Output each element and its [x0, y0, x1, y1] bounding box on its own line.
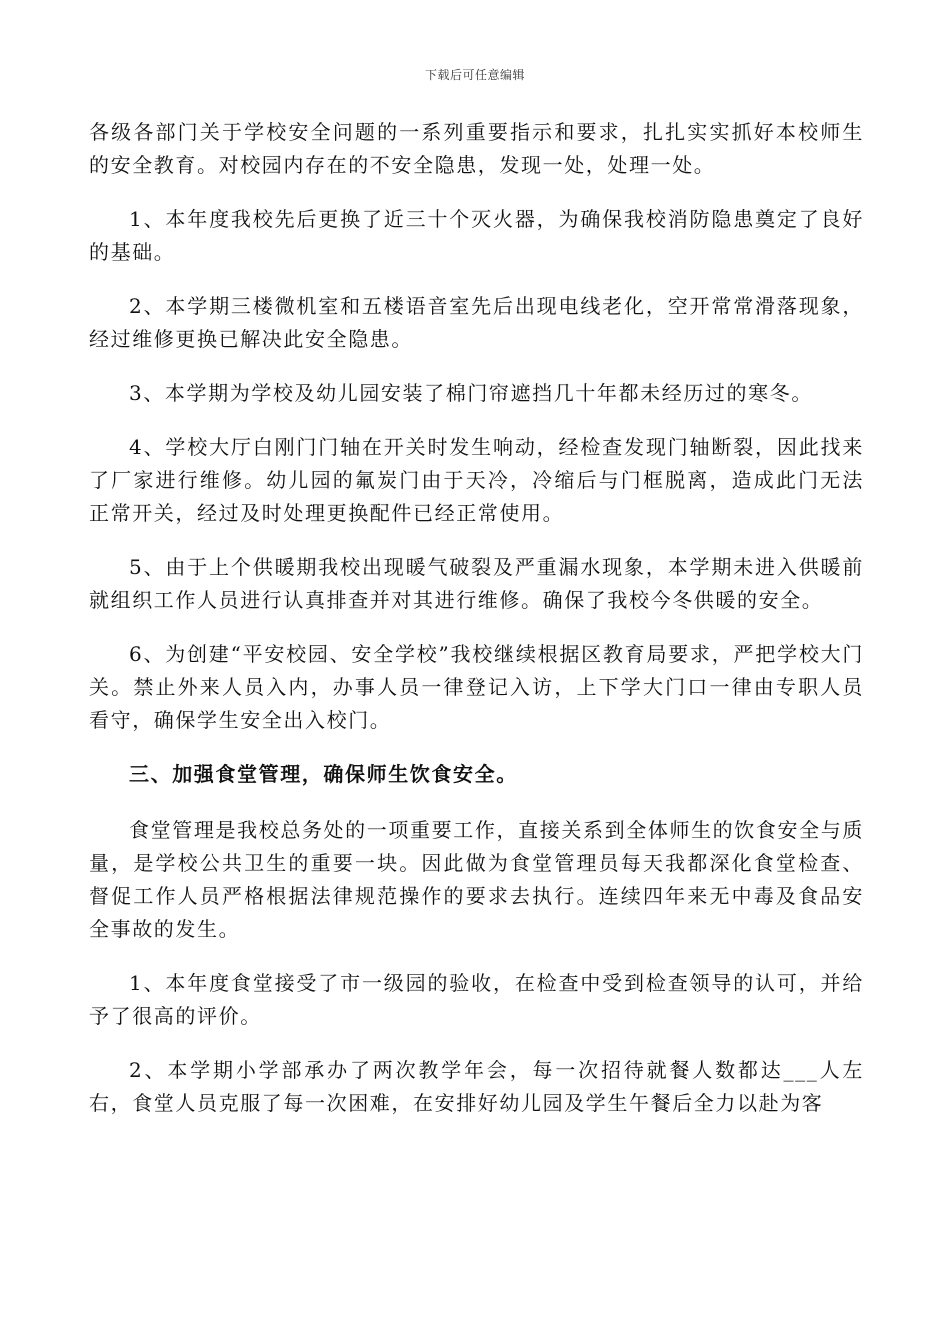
- paragraph-item-2: 2、本学期三楼微机室和五楼语音室先后出现电线老化，空开常常滑落现象，经过维修更换已解决此安全隐患。: [89, 294, 864, 351]
- document-body: [89, 116, 864, 1141]
- paragraph-canteen-item-1: 1、本年度食堂接受了市一级园的验收，在检查中受到检查领导的认可，并给予了很高的评价。: [89, 971, 864, 1028]
- paragraph-item-4: 4、学校大厅白刚门门轴在开关时发生响动，经检查发现门轴断裂，因此找来了厂家进行维修。幼儿园的氟炭门由于天冷，冷缩后与门框脱离，造成此门无法正常开关，经过及时处理更换配件已经正常使用。: [89, 435, 864, 525]
- paragraph-item-3: 3、本学期为学校及幼儿园安装了棉门帘遮挡几十年都未经历过的寒冬。: [129, 381, 813, 405]
- paragraph-canteen-item-2: 2、本学期小学部承办了两次教学年会，每一次招待就餐人数都达___人左右，食堂人员克服了每一次困难，在安排好幼儿园及学生午餐后全力以赴为客: [89, 1058, 864, 1115]
- page-header: 下载后可任意编辑: [424, 68, 525, 82]
- paragraph-item-5: 5、由于上个供暖期我校出现暖气破裂及严重漏水现象，本学期未进入供暖前就组织工作人员进行认真排查并对其进行维修。确保了我校今冬供暖的安全。: [89, 555, 864, 612]
- paragraph-item-6: 6、为创建“平安校园、安全学校”我校继续根据区教育局要求，严把学校大门关。禁止外来人员入内，办事人员一律登记入访，上下学大门口一律由专职人员看守，确保学生安全出入校门。: [89, 642, 864, 732]
- section-heading: 三、加强食堂管理，确保师生饮食安全。: [129, 762, 518, 786]
- paragraph-item-1: 1、本年度我校先后更换了近三十个灭火器，为确保我校消防隐患奠定了良好的基础。: [89, 207, 864, 264]
- paragraph-canteen-intro: 食堂管理是我校总务处的一项重要工作，直接关系到全体师生的饮食安全与质量，是学校公共卫生的重要一块。因此做为食堂管理员每天我都深化食堂检查、督促工作人员严格根据法律规范操作的要求去执行。连续四年来无中毒及食品安全事故的发生。: [89, 818, 864, 941]
- paragraph-continuation: 各级各部门关于学校安全问题的一系列重要指示和要求，扎扎实实抓好本校师生的安全教育。对校园内存在的不安全隐患，发现一处，处理一处。: [89, 120, 864, 177]
